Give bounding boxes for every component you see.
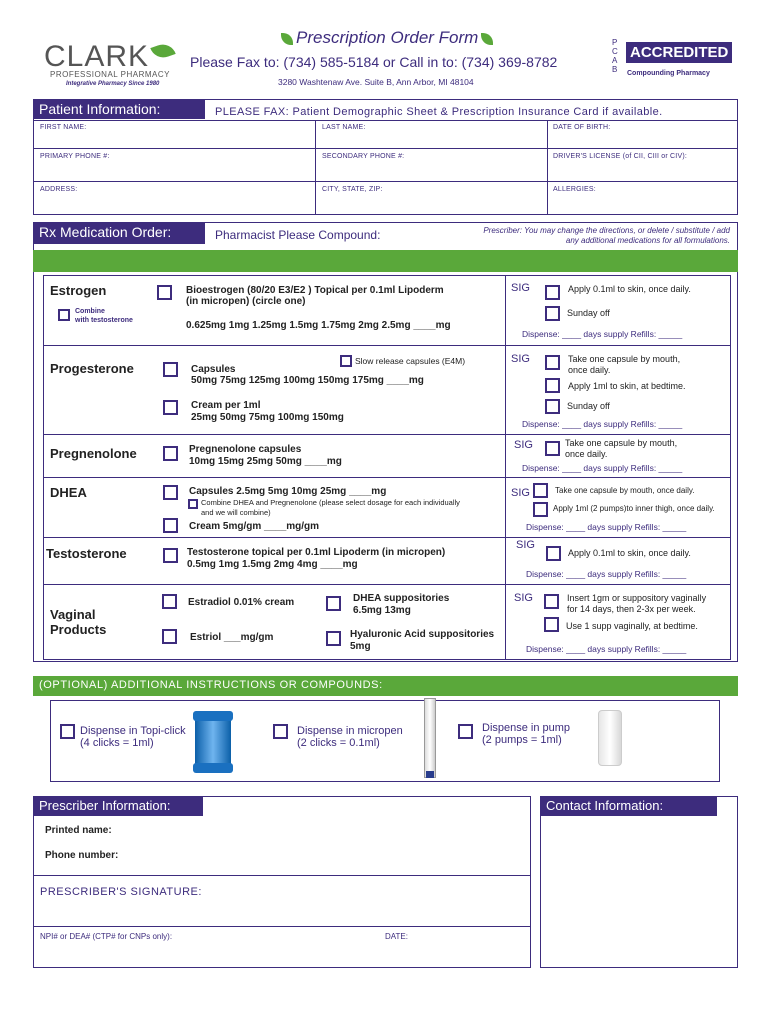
progesterone-dispense[interactable]: Dispense: ____ days supply Refills: _____ — [522, 419, 683, 429]
pump-image — [598, 710, 622, 766]
license-field[interactable]: DRIVER'S LICENSE (of CII, CIII or CIV): — [553, 153, 687, 160]
dhea-cream-checkbox[interactable] — [163, 518, 178, 533]
progesterone-label: Progesterone — [50, 361, 134, 376]
dhea-capsules: Capsules 2.5mg 5mg 10mg 25mg ____mg — [189, 486, 387, 497]
combine-label: Combine with testosterone — [75, 308, 133, 324]
testosterone-checkbox[interactable] — [163, 548, 178, 563]
phone-number-field[interactable]: Phone number: — [45, 850, 119, 861]
dob-field[interactable]: DATE OF BIRTH: — [553, 124, 611, 131]
secondary-phone-field[interactable]: SECONDARY PHONE #: — [322, 153, 405, 160]
pcab-badge — [612, 36, 732, 88]
testosterone-doses: 0.5mg 1mg 1.5mg 2mg 4mg ____mg — [187, 559, 358, 570]
dhea-combine: Combine DHEA and Pregnenolone (please select dosage for each individually and we will combine) — [201, 498, 460, 517]
estrogen-label: Estrogen — [50, 283, 107, 298]
accredited-label: ACCREDITED — [626, 42, 732, 63]
allergies-field[interactable]: ALLERGIES: — [553, 186, 596, 193]
testosterone-label: Testosterone — [46, 546, 127, 561]
accredited-sub: Compounding Pharmacy — [627, 70, 710, 77]
progesterone-sig2: Apply 1ml to skin, at bedtime. — [568, 381, 686, 391]
dhea-capsules-checkbox[interactable] — [163, 485, 178, 500]
npi-field[interactable]: NPI# or DEA# (CTP# for CNPs only): — [40, 932, 173, 941]
address-field[interactable]: ADDRESS: — [40, 186, 78, 193]
vaginal-sig2-checkbox[interactable] — [544, 617, 559, 632]
last-name-field[interactable]: LAST NAME: — [322, 124, 366, 131]
fax-line: Please Fax to: (734) 585-5184 or Call in to: (734) 369-8782 — [190, 54, 558, 70]
contact-title: Contact Information: — [540, 796, 717, 816]
logo-name: CLARK — [44, 40, 150, 73]
printed-name-field[interactable]: Printed name: — [45, 825, 112, 836]
progesterone-cream-doses: 25mg 50mg 75mg 100mg 150mg — [191, 412, 344, 423]
vaginal-label: Vaginal Products — [50, 607, 107, 637]
testosterone-sig: SIG — [516, 539, 535, 551]
estrogen-sig1: Apply 0.1ml to skin, once daily. — [568, 284, 691, 294]
progesterone-sig1-checkbox[interactable] — [545, 355, 560, 370]
pregnenolone-checkbox[interactable] — [163, 446, 178, 461]
vaginal-dispense[interactable]: Dispense: ____ days supply Refills: _____ — [526, 644, 687, 654]
patient-fax-note: PLEASE FAX: Patient Demographic Sheet & Prescription Insurance Card if available. — [215, 106, 663, 118]
topi-click-label: Dispense in Topi-click (4 clicks = 1ml) — [80, 725, 186, 749]
contact-section — [540, 796, 738, 968]
progesterone-sig2-checkbox[interactable] — [545, 378, 560, 393]
pregnenolone-sig1: Take one capsule by mouth, once daily. — [565, 438, 678, 459]
dhea-supp-label: DHEA suppositories 6.5mg 13mg — [353, 593, 450, 616]
testosterone-line1: Testosterone topical per 0.1ml Lipoderm (in micropen) — [187, 547, 446, 558]
estradiol-label: Estradiol 0.01% cream — [188, 597, 295, 608]
pregnenolone-line1: Pregnenolone capsules — [189, 444, 302, 455]
vaginal-sig1-checkbox[interactable] — [544, 594, 559, 609]
pregnenolone-label: Pregnenolone — [50, 446, 137, 461]
leaf-icon — [481, 33, 493, 45]
progesterone-cap-doses: 50mg 75mg 125mg 100mg 150mg 175mg ____mg — [191, 375, 424, 386]
slow-release-checkbox[interactable] — [340, 355, 352, 367]
progesterone-sig3: Sunday off — [567, 401, 610, 411]
dhea-sig2: Apply 1ml (2 pumps)to inner thigh, once daily. — [553, 504, 715, 513]
pump-checkbox[interactable] — [458, 724, 473, 739]
estrogen-doses: 0.625mg 1mg 1.25mg 1.5mg 1.75mg 2mg 2.5mg ____mg — [186, 320, 451, 331]
micropen-checkbox[interactable] — [273, 724, 288, 739]
first-name-field[interactable]: FIRST NAME: — [40, 124, 87, 131]
city-field[interactable]: CITY, STATE, ZIP: — [322, 186, 383, 193]
prescriber-section — [33, 796, 531, 968]
topi-click-checkbox[interactable] — [60, 724, 75, 739]
vaginal-sig: SIG — [514, 592, 533, 604]
dhea-sig: SIG — [511, 487, 530, 499]
testosterone-sig1-checkbox[interactable] — [546, 546, 561, 561]
vaginal-sig2: Use 1 supp vaginally, at bedtime. — [566, 621, 698, 631]
micropen-image — [424, 698, 436, 778]
pharmacy-address: 3280 Washtenaw Ave. Suite B, Ann Arbor, MI 48104 — [278, 77, 474, 87]
hyaluronic-checkbox[interactable] — [326, 631, 341, 646]
pregnenolone-sig: SIG — [514, 439, 533, 451]
progesterone-capsules-checkbox[interactable] — [163, 362, 178, 377]
signature-field[interactable]: PRESCRIBER'S SIGNATURE: — [40, 886, 202, 898]
form-title: Prescription Order Form — [278, 28, 496, 48]
dhea-sig2-checkbox[interactable] — [533, 502, 548, 517]
dhea-dispense[interactable]: Dispense: ____ days supply Refills: _____ — [526, 522, 687, 532]
estriol-label: Estriol ___mg/gm — [190, 632, 274, 643]
estrogen-sig1-checkbox[interactable] — [545, 285, 560, 300]
testosterone-dispense[interactable]: Dispense: ____ days supply Refills: _____ — [526, 569, 687, 579]
combine-checkbox[interactable] — [58, 309, 70, 321]
pregnenolone-dispense[interactable]: Dispense: ____ days supply Refills: _____ — [522, 463, 683, 473]
estradiol-checkbox[interactable] — [162, 594, 177, 609]
topi-click-image — [195, 711, 231, 773]
hyaluronic-label: Hyaluronic Acid suppositories 5mg — [350, 629, 495, 652]
logo-sub: PROFESSIONAL PHARMACY — [50, 70, 171, 79]
estrogen-sig2: Sunday off — [567, 308, 610, 318]
dhea-combine-checkbox[interactable] — [188, 499, 198, 509]
dhea-label: DHEA — [50, 485, 87, 500]
optional-bar: (OPTIONAL) ADDITIONAL INSTRUCTIONS OR COMPOUNDS: — [33, 676, 738, 696]
date-field[interactable]: DATE: — [385, 932, 408, 941]
green-band — [33, 250, 738, 272]
micropen-label: Dispense in micropen (2 clicks = 0.1ml) — [297, 725, 403, 749]
patient-info-title: Patient Information: — [33, 99, 205, 119]
slow-release-label: Slow release capsules (E4M) — [355, 356, 466, 366]
logo-tag: Integrative Pharmacy Since 1980 — [66, 81, 160, 87]
dhea-sig1: Take one capsule by mouth, once daily. — [555, 486, 695, 495]
estrogen-line2: (in micropen) (circle one) — [186, 296, 306, 307]
leaf-logo-icon — [150, 41, 175, 62]
primary-phone-field[interactable]: PRIMARY PHONE #: — [40, 153, 110, 160]
pregnenolone-doses: 10mg 15mg 25mg 50mg ____mg — [189, 456, 342, 467]
dhea-supp-checkbox[interactable] — [326, 596, 341, 611]
rx-title: Rx Medication Order: — [33, 222, 205, 244]
pump-label: Dispense in pump (2 pumps = 1ml) — [482, 722, 571, 746]
estriol-checkbox[interactable] — [162, 629, 177, 644]
leaf-icon — [281, 33, 293, 45]
pcab-letters: P C A B — [612, 38, 618, 74]
dhea-cream: Cream 5mg/gm ____mg/gm — [189, 521, 320, 532]
estrogen-checkbox[interactable] — [157, 285, 172, 300]
estrogen-line1: Bioestrogen (80/20 E3/E2 ) Topical per 0.1ml Lipoderm — [186, 285, 444, 296]
progesterone-sig3-checkbox[interactable] — [545, 399, 560, 414]
prescriber-title: Prescriber Information: — [33, 796, 203, 816]
pregnenolone-sig1-checkbox[interactable] — [545, 441, 560, 456]
progesterone-cream: Cream per 1ml — [191, 400, 261, 411]
compound-label: Pharmacist Please Compound: — [215, 228, 381, 242]
prescriber-note: Prescriber: You may change the directions, or delete / substitute / add any additional medications for all formulations. — [483, 226, 730, 245]
progesterone-capsules: Capsules — [191, 364, 236, 375]
vaginal-sig1: Insert 1gm or suppository vaginally for 14 days, then 2-3x per week. — [567, 593, 707, 614]
progesterone-sig: SIG — [511, 353, 530, 365]
progesterone-cream-checkbox[interactable] — [163, 400, 178, 415]
logo — [44, 40, 184, 94]
estrogen-dispense[interactable]: Dispense: ____ days supply Refills: _____ — [522, 329, 683, 339]
estrogen-sig: SIG — [511, 282, 530, 294]
estrogen-sig2-checkbox[interactable] — [545, 306, 560, 321]
progesterone-sig1: Take one capsule by mouth, once daily. — [568, 354, 681, 375]
dhea-sig1-checkbox[interactable] — [533, 483, 548, 498]
testosterone-sig1: Apply 0.1ml to skin, once daily. — [568, 548, 691, 558]
